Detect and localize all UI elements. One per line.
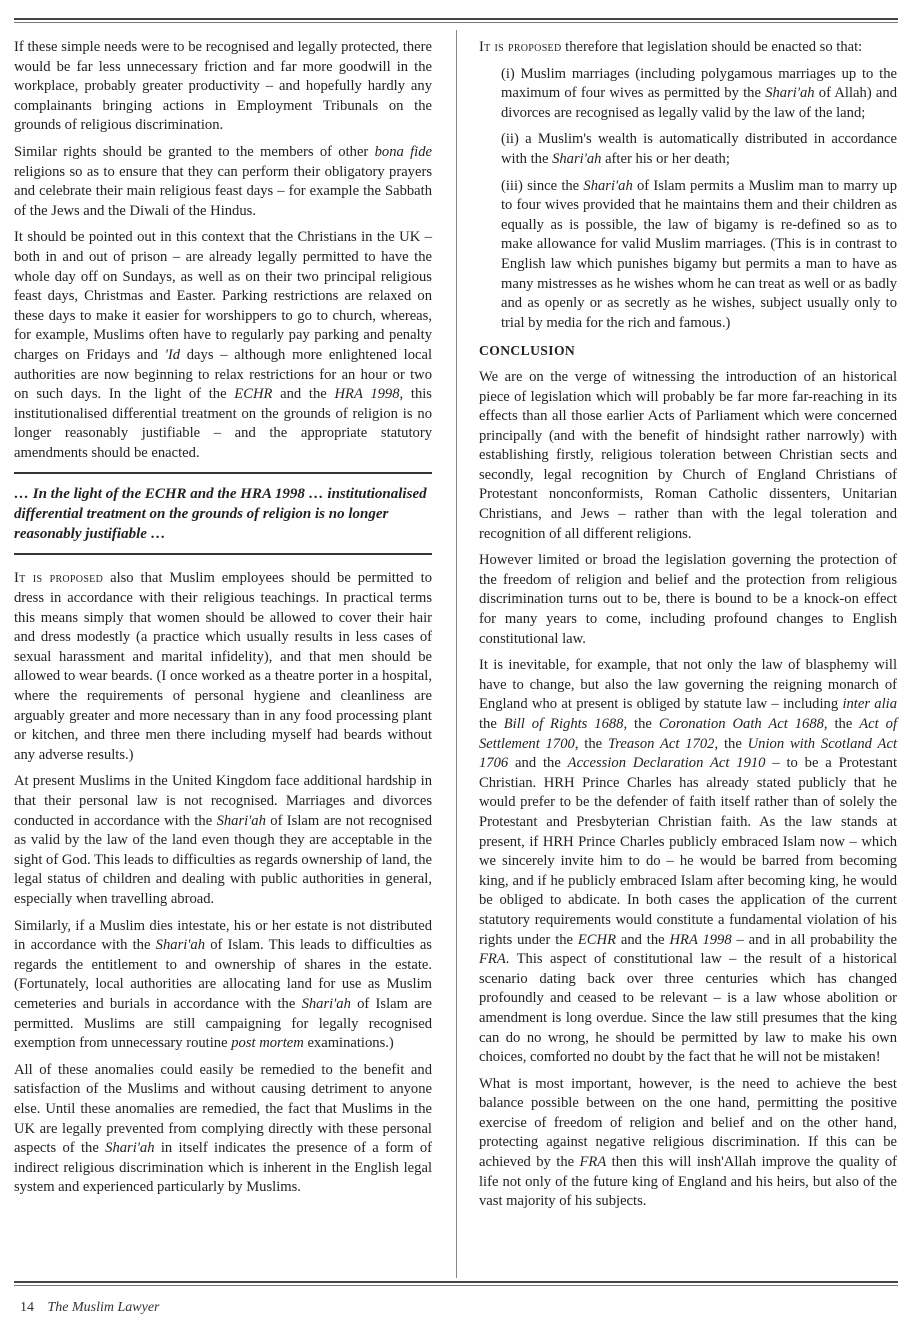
right-column — [479, 38, 897, 1219]
pull-quote-text: … In the light of the ECHR and the HRA 1998 … institutionalised differential treatment on the grounds of religion is no longer reasonably justifiable … — [14, 486, 427, 543]
list-item: (iii) since the Shari'ah of Islam permits a Muslim man to marry up to four wives provided that he maintains them and their children as equally as is possible, the law of bigamy is re-defined so as to make allowance for valid Muslim marriages. (This is in contrast to English law which punishes bigamy but permits a man to have as many mistresses as he wishes whom he can treat as well or as badly and as openly or as secretly as he wishes, subject usually only to trial by media for the rich and famous.) — [501, 177, 897, 331]
paragraph: Similarly, if a Muslim dies intestate, his or her estate is not distributed in accordance with the Shari'ah of Islam. This leads to difficulties as regards the entitlement to and ownership of shares in the estate. (Fortunately, local authorities are allocating land for use as Muslim cemeteries and burials in accordance with the Shari'ah of Islam are permitted. Muslims are still campaigning for legally recognised exemption from unnecessary routine post mortem examinations.) — [14, 917, 432, 1052]
list-item: (ii) a Muslim's wealth is automatically distributed in accordance with the Shari'ah after his or her death; — [501, 131, 897, 167]
column-divider — [456, 30, 457, 1278]
publication-title: The Muslim Lawyer — [47, 1300, 160, 1315]
paragraph: It should be pointed out in this context that the Christians in the UK – both in and out of prison – are already legally permitted to have the whole day off on Sundays, as well as on their two principal religious feast days, Christmas and Easter. Parking restrictions are relaxed on these days to make it easier for worshippers to go to church, whereas, for example, Muslims often have to regularly pay parking and penalty charges on Fridays and 'Id days – although more enlightened local authorities are now beginning to relax restrictions for an hour or two on such days. In the light of the ECHR and the HRA 1998, this institutionalised differential treatment on the grounds of religion is no longer reasonably justifiable – and the appropriate statutory amendments should be enacted. — [14, 229, 432, 461]
left-column — [14, 38, 432, 1205]
section-heading: CONCLUSION — [479, 343, 576, 359]
top-rule-thin — [14, 22, 898, 23]
paragraph: It is inevitable, for example, that not only the law of blasphemy will have to change, but also the law governing the reigning monarch of England who at present is obliged by statute law – including inter alia the Bill of Rights 1688, the Coronation Oath Act 1688, the Act of Settlement 1700, the Treason Act 1702, the Union with Scotland Act 1706 and the Accession Declaration Act 1910 – to be a Protestant Christian. HRH Prince Charles has already stated publicly that he would prefer to be the defender of faith itself rather than of solely the Protestant and Presbyterian Christian faith. As the law stands at present, if HRH Prince Charles publicly embraced Islam now – which we sincerely invite him to do – he would be barred from becoming king, and if he publicly embraced Islam after becoming king, he would be obliged to abdicate. In both cases the application of the current statutory requirements would constitute a fundamental violation of his rights under the ECHR and the HRA 1998 – and in all probability the FRA. This aspect of constitutional law – the result of a historical scenario dating back over three centuries which has changed profoundly and ceased to be relevant – is a law whose abolition or amendment is long overdue. Since the law still presumes that the king can do no wrong, he should be permitted by law to make his own choices, comforted no doubt by the fact that he will not be mistaken! — [479, 657, 898, 1066]
paragraph: It is proposed therefore that legislation should be enacted so that: — [479, 39, 863, 55]
paragraph: It is proposed also that Muslim employees should be permitted to dress in accordance with their religious teachings. In practical terms this means simply that women should be allowed to cover their hair and dress modestly (a practice which usually results in less cases of sexual harassment and marital infidelity), and that men should be allowed to wear beards. (I once worked as a theatre porter in a hospital, where the requirements of personal hygiene and cleanliness are arguably greater and more necessary than in any food processing plant or kitchen, and three men there including myself had beards without any adverse results.) — [14, 570, 432, 763]
pull-quote — [14, 472, 432, 555]
list-item: (i) Muslim marriages (including polygamous marriages up to the maximum of four wives as permitted by the Shari'ah of Allah) and divorces are recognised as legally valid by the law of the land; — [501, 65, 897, 121]
paragraph: At present Muslims in the United Kingdom face additional hardship in that their personal law is not recognised. Marriages and divorces conducted in accordance with the Shari'ah of Islam are not recognised as valid by the law of the land even though they are acceptable in the sight of God. This leads to difficulties as regards ownership of land, the legal status of children and dealing with public authorities in general, especially when travelling abroad. — [14, 773, 432, 907]
paragraph: All of these anomalies could easily be remedied to the benefit and satisfaction of the Muslims and without causing detriment to anyone else. Until these anomalies are remedied, the fact that Muslims in the UK are legally prevented from complying directly with these personal aspects of the Shari'ah in itself indicates the presence of a form of indirect religious discrimination which is inherent in the English legal system and experienced particularly by Muslims. — [14, 1061, 432, 1196]
paragraph: Similar rights should be granted to the members of other bona fide religions so as to ensure that they can perform their obligatory prayers and celebrate their main religious feast days – for example the Sabbath of the Jews and the Diwali of the Hindus. — [14, 143, 432, 219]
paragraph: We are on the verge of witnessing the introduction of an historical piece of legislation which will probably be far more far-reaching in its effects than all those earlier Acts of Parliament which were concerned principally (and with the benefit of hindsight rather narrowly) with establishing firstly, religious toleration between Christian sects and secondly, legal recognition by Church of England Christians of Protestant nonconformists, Roman Catholic dissenters, Unitarian Christians, and Jews – rather than with the legal toleration and recognition of all different religions. — [479, 368, 897, 542]
top-rule — [14, 18, 898, 20]
paragraph: However limited or broad the legislation governing the protection of the freedom of religion and belief and the protection from religious discrimination turns out to be, there is bound to be a knock-on effect for many years to come, including profound changes to English constitutional law. — [479, 552, 897, 647]
page-footer — [20, 1300, 160, 1316]
bottom-rule — [14, 1281, 898, 1283]
page-number: 14 — [20, 1300, 34, 1315]
paragraph: What is most important, however, is the need to achieve the best balance possible between on the one hand, permitting the positive exercise of freedom of religion and belief and on the other hand, protecting against negative religious discrimination. If this can be achieved by the FRA then this will insh'Allah improve the quality of life not only of the future king of England and his heirs, but also of the vast majority of his subjects. — [479, 1075, 897, 1210]
bottom-rule-thin — [14, 1285, 898, 1286]
paragraph: If these simple needs were to be recognised and legally protected, there would be far less unnecessary friction and far more goodwill in the workplace, probably greater productivity – and hopefully hardly any complainants bringing actions in Employment Tribunals on the grounds of religious discrimination. — [14, 39, 432, 134]
